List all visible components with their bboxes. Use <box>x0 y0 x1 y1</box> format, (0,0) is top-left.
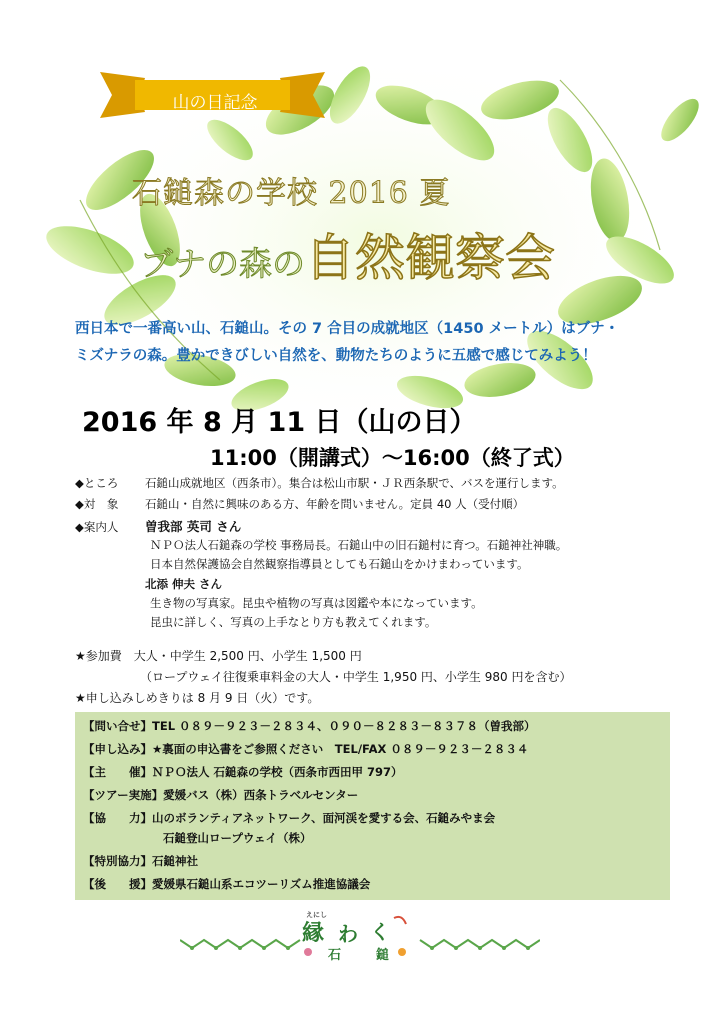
vine-decoration <box>180 912 540 972</box>
contact-box <box>75 712 670 900</box>
title-line-2 <box>140 218 555 290</box>
target-text: 石鎚山・自然に興味のある方、年齢を問いません。定員 40 人（受付順） <box>145 497 525 511</box>
event-date: 2016 年 8 月 11 日（山の日） <box>82 407 477 438</box>
guide1-desc-1: ＮＰＯ法人石鎚森の学校 事務局長。石鎚山中の旧石鎚村に育つ。石鎚神社神職。 <box>150 538 568 552</box>
contact-coop-1: 【協 力】山のボランティアネットワーク、面河渓を愛する会、石鎚みやま会 <box>83 811 496 825</box>
enwaku-logo <box>180 912 540 972</box>
guide-row <box>75 517 241 535</box>
place-label: ◆ところ <box>75 476 119 490</box>
logo-char-2: わ <box>338 922 358 946</box>
place-row <box>75 475 564 491</box>
intro-text <box>75 316 675 370</box>
contact-support: 【後 援】愛媛県石鎚山系エコツーリズム推進協議会 <box>83 877 371 891</box>
intro-line-1: 西日本で一番高い山、石鎚山。その 7 合目の成就地区（1450 メートル）はブナ・ <box>75 321 620 337</box>
fee-line-2: （ロープウェイ往復乗車料金の大人・中学生 1,950 円、小学生 980 円を含む） <box>140 670 572 684</box>
guide2-desc-1: 生き物の写真家。昆虫や植物の写真は図鑑や本になっています。 <box>150 596 483 610</box>
contact-host: 【主 催】ＮＰＯ法人 石鎚森の学校（西条市西田甲 797） <box>83 765 403 779</box>
contact-apply: 【申し込み】★裏面の申込書をご参照ください TEL/FAX ０８９－９２３－２８３４ <box>83 742 529 756</box>
intro-line-2: ミズナラの森。豊かできびしい自然を、動物たちのように五感で感じてみよう！ <box>75 348 597 364</box>
guide-label: ◆案内人 <box>75 520 119 534</box>
guide1-name: 曽我部 英司 さん <box>145 519 242 534</box>
logo-sub-2: 鎚 <box>376 948 390 963</box>
contact-tour: 【ツアー実施】愛媛バス（株）西条トラベルセンター <box>83 788 359 802</box>
guide1-desc-2: 日本自然保護協会自然観察指導員としても石鎚山をかけまわっています。 <box>150 557 529 571</box>
event-time: 11:00（開講式）〜16:00（終了式） <box>210 446 575 470</box>
target-label: ◆対 象 <box>75 497 119 511</box>
fee-line-1: ★参加費 大人・中学生 2,500 円、小学生 1,500 円 <box>75 649 362 663</box>
guide2-name: 北添 伸夫 さん <box>145 577 223 591</box>
logo-ruby: えにし <box>306 910 327 919</box>
title-line-2-main: 自然観察会 <box>305 229 555 287</box>
target-row <box>75 496 524 512</box>
title-line-1: 石鎚森の学校 2016 夏 <box>132 176 451 211</box>
guide2-desc-2: 昆虫に詳しく、写真の上手なとり方も教えてくれます。 <box>150 615 437 629</box>
logo-sub-1: 石 <box>328 948 342 963</box>
deadline: ★申し込みしめきりは 8 月 9 日（火）です。 <box>75 691 320 705</box>
event-badge: 山の日記念 <box>172 93 258 113</box>
place-text: 石鎚山成就地区（西条市）。集合は松山市駅・ＪＲ西条駅で、バスを運行します。 <box>145 476 564 490</box>
logo-char-1: 縁 <box>302 920 325 946</box>
title-line-2-prefix: ブナの森の <box>140 244 305 283</box>
logo-char-3: く <box>370 920 390 944</box>
contact-coop-2: 石鎚登山ロープウェイ（株） <box>163 831 312 845</box>
contact-inquiry: 【問い合せ】TEL ０８９－９２３－２８３４、０９０－８２８３－８３７８（曽我部） <box>83 719 536 733</box>
contact-special: 【特別協力】石鎚神社 <box>83 854 198 868</box>
